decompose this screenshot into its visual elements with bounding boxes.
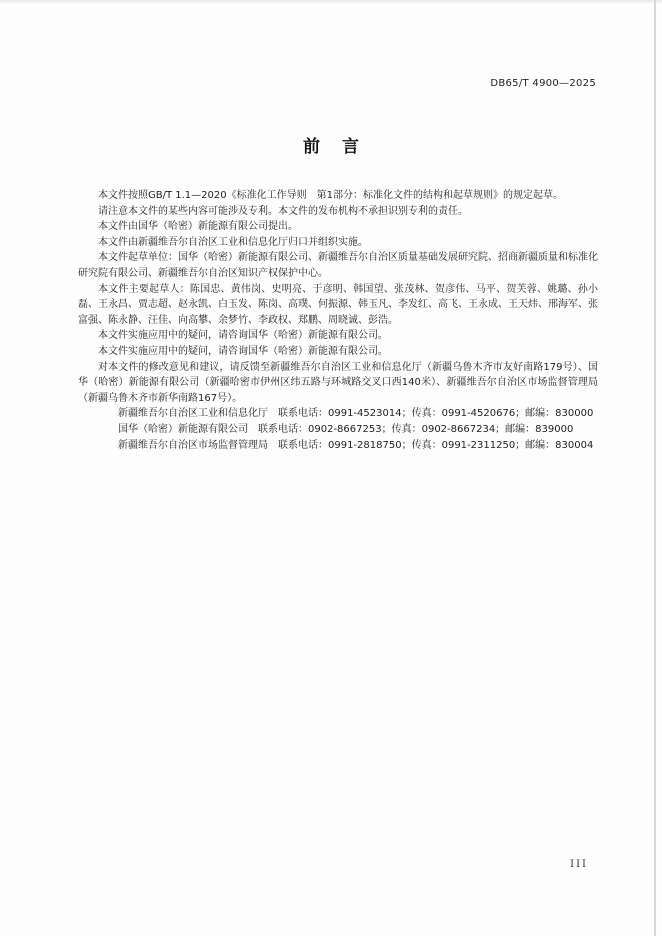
- paragraph-inquiry-1: 本文件实施应用中的疑问，请咨询国华（哈密）新能源有限公司。: [98, 330, 388, 342]
- contact-text: 新疆维吾尔自治区工业和信息化厅 联系电话：0991-4523014；传真：0991-4520676；邮编：830000: [118, 408, 594, 420]
- contact-line-industry-dept: [78, 406, 598, 422]
- paragraph-feedback: 对本文件的修改意见和建议，请反馈至新疆维吾尔自治区工业和信息化厅（新疆乌鲁木齐市友好南路179号）、国华（哈密）新能源有限公司（新疆哈密市伊州区纬五路与环城路交叉口西140米）、新疆维吾尔自治区市场监督管理局（新疆乌鲁木齐市新华南路167号）。: [78, 361, 598, 404]
- paragraph-proposer: 本文件由国华（哈密）新能源有限公司提出。: [98, 221, 298, 233]
- contact-line-market-bureau: [78, 438, 598, 454]
- contact-text: 国华（哈密）新能源有限公司 联系电话：0902-8667253；传真：0902-8667234；邮编：839000: [118, 423, 574, 435]
- paragraph-administrator: 本文件由新疆维吾尔自治区工业和信息化厅归口并组织实施。: [98, 236, 368, 248]
- paragraph-drafting-units: 本文件起草单位：国华（哈密）新能源有限公司、新疆维吾尔自治区质量基础发展研究院、招商新疆质量和标准化研究院有限公司、新疆维吾尔自治区知识产权保护中心。: [78, 252, 598, 279]
- contact-line-guohua: [78, 422, 598, 438]
- paragraph-drafting-rules: 本文件按照GB/T 1.1—2020《标准化工作导则 第1部分：标准化文件的结构和起草规则》的规定起草。: [98, 190, 563, 201]
- page-number: III: [570, 859, 588, 870]
- contact-list: [78, 406, 598, 453]
- paragraph-inquiry-2: 本文件实施应用中的疑问，请咨询国华（哈密）新能源有限公司。: [98, 345, 388, 357]
- scan-edge-top: [0, 0, 662, 4]
- paragraph-patent-notice: 请注意本文件的某些内容可能涉及专利。本文件的发布机构不承担识别专利的责任。: [98, 205, 468, 217]
- foreword-body: [78, 188, 598, 453]
- contact-text: 新疆维吾尔自治区市场监督管理局 联系电话：0991-2818750；传真：0991-2311250；邮编：830004: [118, 439, 594, 451]
- paragraph-drafters: 本文件主要起草人：陈国忠、黄伟岗、史明亮、于彦明、韩国望、张茂林、贺彦伟、马平、贺芙蓉、姚璐、孙小磊、王永昌、贾志超、赵永凯、白玉发、陈岗、高璞、何振源、韩玉凡、李发红、高飞、王永成、王天炜、邢海军、张富强、陈永静、汪佳、向高攀、余梦竹、李政权、郑鹏、周晓诚、彭浩。: [78, 283, 598, 326]
- page-title: 前言: [303, 137, 381, 157]
- standard-code: DB65/T 4900—2025: [490, 78, 596, 89]
